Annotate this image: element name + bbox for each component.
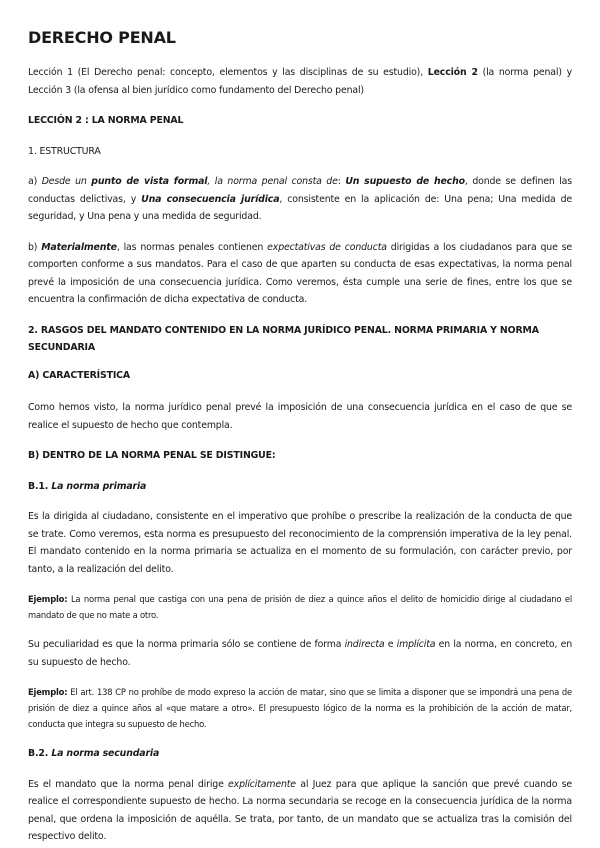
b1-title: La norma primaria [51, 480, 147, 492]
paragraph-b [28, 239, 572, 309]
b-distingue-heading: B) DENTRO DE LA NORMA PENAL SE DISTINGUE: [28, 450, 276, 461]
a-consecuencia: Una consecuencia jurídica [141, 193, 280, 205]
peculiar-indirecta: indirecta [344, 639, 385, 650]
a-italic-1: Desde un [41, 176, 92, 187]
b2-text-2: al Juez para que aplique la sanción que prevé cuando se realice el correspondiente supuesto de hecho. La norma secundaria se recoge en la consecuencia jurídica de la norma penal, que ordena la imposición de aquélla. Se trata, por tanto, de un mandato que se actualiza tras la comisión del respectivo delito. [28, 778, 572, 842]
a-text-1: , donde se definen las conductas delictivas, y [28, 176, 573, 205]
intro-paragraph [28, 64, 572, 99]
peculiar-text-2: e [384, 639, 397, 650]
a-formal: punto de vista formal [91, 176, 208, 187]
a-colon: : [337, 176, 346, 187]
example-2 [28, 684, 572, 732]
a-caracteristica-text: Como hemos visto, la norma jurídico penal prevé la imposición de una consecuencia jurídica en el caso de que se realice el supuesto de hecho que contempla. [28, 402, 572, 431]
document-title: DERECHO PENAL [28, 28, 176, 47]
lesson-heading: LECCIÓN 2 : LA NORMA PENAL [28, 115, 184, 126]
b-materialmente: Materialmente [41, 241, 117, 253]
example-1-label: Ejemplo: [28, 594, 68, 604]
b-label: b) [28, 241, 42, 253]
example-1-text: La norma penal que castiga con una pena de prisión de diez a quince años el delito de homicidio dirige al ciudadano el mandato de que no mate a otro. [28, 594, 572, 620]
b1-text: Es la dirigida al ciudadano, consistente en el imperativo que prohíbe o prescribe la realización de la conducta de que se trate. Como veremos, esta norma es presupuesto del reconocimiento de la comprensión imperativa de la ley penal. El mandato contenido en la norma primaria se actualiza en el momento de su formulación, con carácter previo, por tanto, a la realización del delito. [28, 511, 572, 575]
b-expectativas: expectativas de conducta [267, 241, 387, 253]
peculiarity-paragraph [28, 636, 572, 671]
intro-lesson-2: Lección 2 [427, 67, 478, 78]
a-caracteristica-heading: A) CARACTERÍSTICA [28, 369, 131, 381]
example-1 [28, 591, 572, 623]
a-text-2: , consistente en la aplicación de: Una pena; Una medida de seguridad, y Una pena y una medida de seguridad. [28, 193, 573, 222]
structure-heading: 1. ESTRUCTURA [28, 145, 101, 157]
a-supuesto: Un supuesto de hecho [345, 176, 465, 187]
b-text-2: dirigidas a los ciudadanos para que se comporten conforme a sus mandatos. Para el caso de que aparten su conducta de esas expectativas, la norma penal prevé la imposición de una consecuencia jurídica. Como veremos, ésta cumple una serie de fines, entre los que se encuentra la confirmación de dicha expectativa de conducta. [28, 241, 572, 305]
peculiar-text-1: Su peculiaridad es que la norma primaria sólo se contiene de forma [28, 639, 345, 650]
b2-explicitamente: explícitamente [228, 778, 296, 790]
b-text-1: , las normas penales contienen [116, 241, 268, 253]
b1-heading [28, 478, 572, 496]
example-2-label: Ejemplo: [28, 687, 68, 697]
b2-text-1: Es el mandato que la norma penal dirige [28, 778, 229, 790]
paragraph-a [28, 173, 572, 226]
a-label: a) [28, 176, 42, 187]
b1-number: B.1. [28, 480, 52, 492]
peculiar-text-3: en la norma, en concreto, en su supuesto de hecho. [28, 639, 572, 668]
intro-text-2: (la norma penal) y Lección 3 (la ofensa al bien jurídico como fundamento del Derecho penal) [28, 67, 572, 96]
example-2-text: El art. 138 CP no prohíbe de modo expreso la acción de matar, sino que se limita a disponer que se impondrá una pena de prisión de diez a quince años al «que matare a otro». El presupuesto lógico de la norma es la prohibición de la acción de matar, conducta que integra su supuesto de hecho. [28, 687, 572, 729]
intro-text-1: Lección 1 (El Derecho penal: concepto, elementos y las disciplinas de su estudio), [28, 67, 428, 78]
peculiar-implicita: implícita [396, 639, 436, 650]
section-2-heading: 2. RASGOS DEL MANDATO CONTENIDO EN LA NORMA JURÍDICO PENAL. NORMA PRIMARIA Y NORMA SECUNDARIA [28, 324, 539, 353]
b2-title: La norma secundaria [51, 748, 160, 759]
b2-heading [28, 745, 572, 763]
a-italic-2: , la norma penal consta de [207, 176, 338, 187]
b2-text [28, 776, 572, 846]
b2-number: B.2. [28, 748, 52, 759]
